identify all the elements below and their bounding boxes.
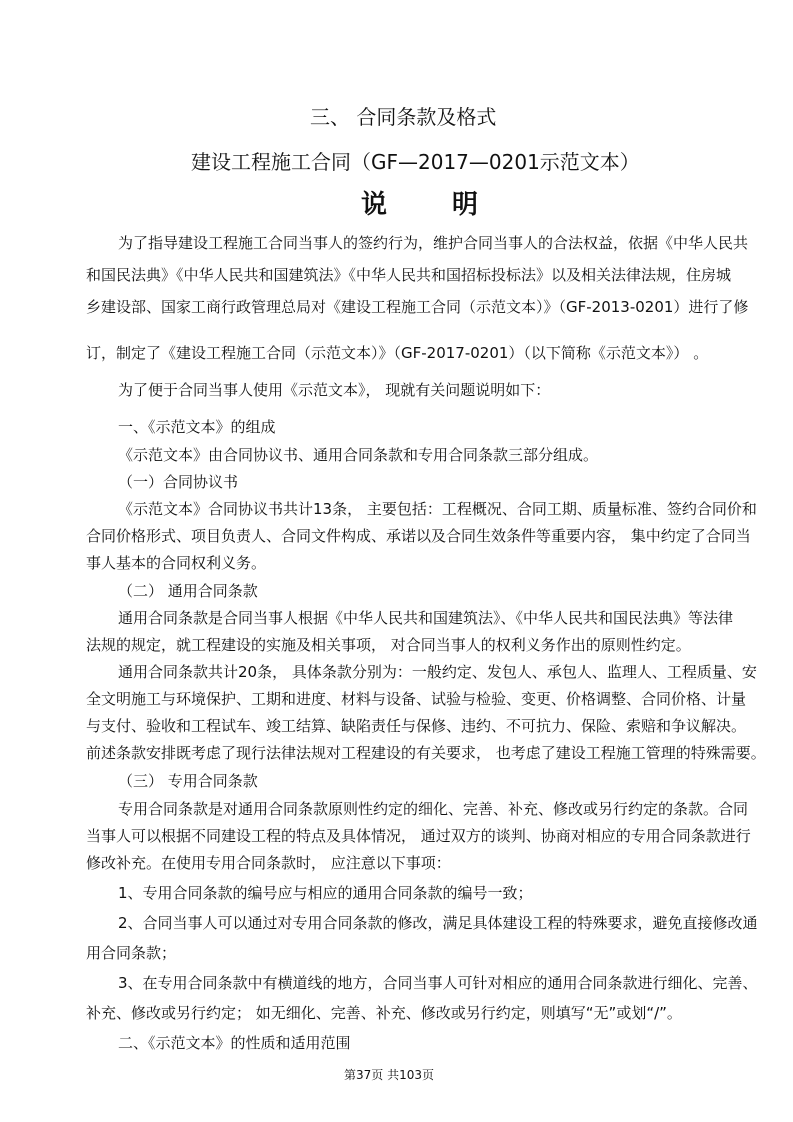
subsection-2-line: 前述条款安排既考虑了现行法律法规对工程建设的有关要求， 也考虑了建设工程施工管理的特殊需要。 xyxy=(86,744,766,762)
list-item-3: 3、在专用合同条款中有横道线的地方，合同当事人可针对相应的通用合同条款进行细化、完善、 xyxy=(118,974,758,992)
subsection-2-line: 通用合同条款共计20条， 具体条款分别为：一般约定、发包人、承包人、监理人、工程质量、安 xyxy=(118,663,757,681)
list-item-2: 2、合同当事人可以通过对专用合同条款的修改，满足具体建设工程的特殊要求，避免直接修改通 xyxy=(118,914,758,932)
subsection-3-line: 修改补充。在使用专用合同条款时， 应注意以下事项： xyxy=(86,854,451,872)
subsection-2-line: 全文明施工与环境保护、工期和进度、材料与设备、试验与检验、变更、价格调整、合同价格、计量 xyxy=(86,690,747,708)
intro-line: 订，制定了《建设工程施工合同（示范文本）》（GF-2017-0201）（以下简称《示范文本》） 。 xyxy=(86,344,709,362)
subsection-2-line: 法规的规定，就工程建设的实施及相关事项， 对合同当事人的权利义务作出的原则性约定。 xyxy=(86,636,691,654)
section-1-text: 《示范文本》由合同协议书、通用合同条款和专用合同条款三部分组成。 xyxy=(118,446,599,464)
subsection-3-line: 专用合同条款是对通用合同条款原则性约定的细化、完善、补充、修改或另行约定的条款。合同 xyxy=(118,800,749,818)
intro-line: 和国民法典》《中华人民共和国建筑法》《中华人民共和国招标投标法》以及相关法律法规，住房城 xyxy=(86,266,732,284)
intro-line: 乡建设部、国家工商行政管理总局对《建设工程施工合同（示范文本）》（GF-2013-0201）进行了修 xyxy=(86,298,749,316)
intro-line: 为了指导建设工程施工合同当事人的签约行为，维护合同当事人的合法权益，依据《中华人民共 xyxy=(118,234,749,252)
subsection-2-line: 与支付、验收和工程试车、竣工结算、缺陷责任与保修、违约、不可抗力、保险、索赔和争议解决。 xyxy=(86,717,747,735)
subsection-1-title: （一）合同协议书 xyxy=(118,473,239,491)
subsection-1-line: 《示范文本》合同协议书共计13条， 主要包括：工程概况、合同工期、质量标准、签约合同价和 xyxy=(118,500,757,518)
subsection-3-title: （三） 专用合同条款 xyxy=(118,772,258,790)
subsection-1-line: 事人基本的合同权利义务。 xyxy=(86,554,267,572)
page-number: 第37页 共103页 xyxy=(344,1068,434,1082)
subsection-2-title: （二） 通用合同条款 xyxy=(118,582,258,600)
document-title: 建设工程施工合同（GF—2017—0201示范文本） xyxy=(191,150,640,174)
subsection-3-line: 当事人可以根据不同建设工程的特点及具体情况， 通过双方的谈判、协商对相应的专用合同条款进行 xyxy=(86,827,751,845)
subsection-1-line: 合同价格形式、项目负责人、合同文件构成、承诺以及合同生效条件等重要内容， 集中约定了合同当 xyxy=(86,527,751,545)
section-2-title: 二、《示范文本》的性质和适用范围 xyxy=(118,1034,351,1052)
section-1-title: 一、《示范文本》的组成 xyxy=(118,418,276,436)
subsection-2-line: 通用合同条款是合同当事人根据《中华人民共和国建筑法》、《中华人民共和国民法典》等法律 xyxy=(118,609,734,627)
intro-paragraph-2: 为了便于合同当事人使用《示范文本》， 现就有关问题说明如下： xyxy=(118,381,551,399)
list-item-1: 1、专用合同条款的编号应与相应的通用合同条款的编号一致； xyxy=(118,884,533,902)
page-heading: 说 明 xyxy=(361,190,507,220)
list-item-3: 补充、修改或另行约定； 如无细化、完善、补充、修改或另行约定，则填写“无”或划“/”。 xyxy=(86,1004,682,1022)
section-title: 三、 合同条款及格式 xyxy=(310,105,497,129)
list-item-2: 用合同条款； xyxy=(86,944,177,962)
